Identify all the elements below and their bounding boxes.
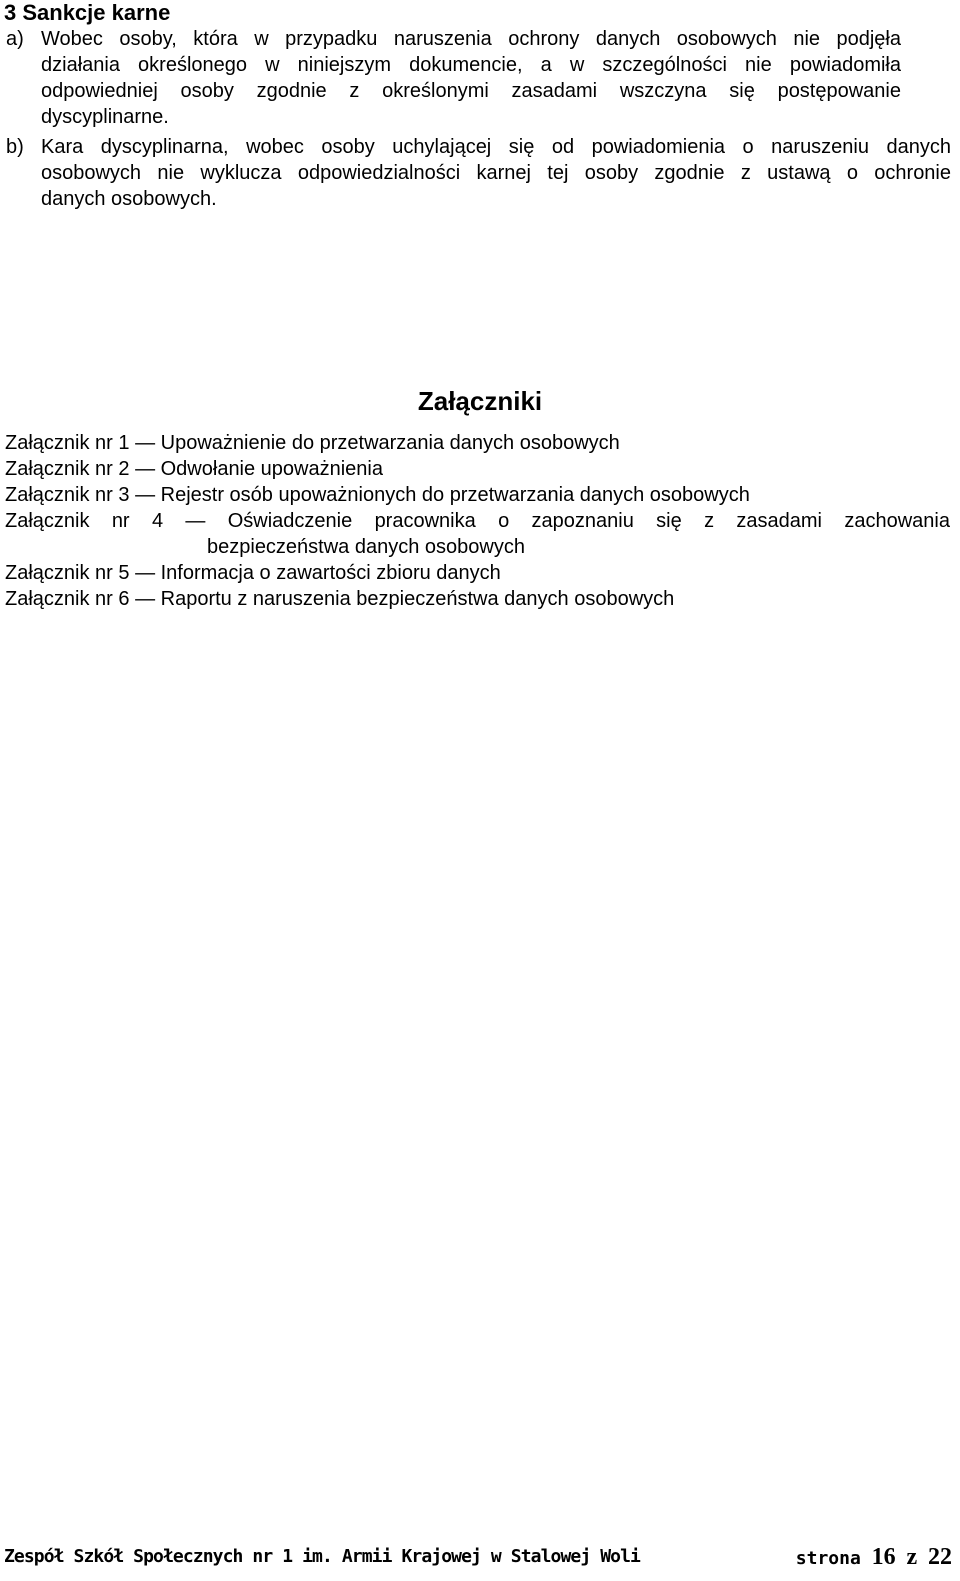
attachment-description-word: zapoznaniu	[531, 510, 634, 532]
attachment-description-continuation: bezpieczeństwa danych osobowych	[207, 536, 525, 558]
attachment-dash: —	[135, 562, 161, 584]
sanction-item-a	[6, 26, 901, 130]
item-line: działania określonego w niniejszym dokumencie, a w szczególności nie powiadomiła	[41, 54, 901, 76]
item-line: danych osobowych.	[41, 188, 217, 210]
attachment-number-word: 4	[151, 510, 164, 532]
attachment-dash: —	[135, 432, 161, 454]
footer-page-current: 16	[871, 1544, 896, 1570]
attachment-item	[5, 560, 950, 586]
attachment-number-word: Załącznik	[5, 510, 90, 532]
attachment-dash: —	[135, 588, 161, 610]
attachment-description-word: pracownika	[374, 510, 476, 532]
item-line: osobowych nie wyklucza odpowiedzialności karnej tej osoby zgodnie z ustawą o ochronie	[41, 162, 951, 184]
attachment-number: Załącznik nr 1	[5, 432, 130, 454]
attachment-item	[5, 482, 950, 508]
item-line: dyscyplinarne.	[41, 106, 169, 128]
attachment-description-word: zachowania	[844, 510, 950, 532]
attachment-number: Załącznik nr 3	[5, 484, 130, 506]
sanction-item-b	[6, 134, 951, 212]
attachment-dash: —	[135, 484, 161, 506]
footer-page-separator: z	[906, 1544, 918, 1570]
footer-page-number	[796, 1543, 952, 1573]
attachment-description: Odwołanie upoważnienia	[160, 458, 383, 480]
attachment-item-continuation	[5, 534, 950, 560]
attachment-description-word: Oświadczenie	[227, 510, 353, 532]
attachment-dash: —	[135, 458, 161, 480]
item-marker: a)	[6, 28, 24, 50]
attachment-description: Informacja o zawartości zbioru danych	[160, 562, 501, 584]
item-marker: b)	[6, 136, 24, 158]
attachment-description-word: o	[498, 510, 510, 532]
attachment-number: Załącznik nr 6	[5, 588, 130, 610]
footer-page-total: 22	[928, 1544, 952, 1570]
attachment-description: Raportu z naruszenia bezpieczeństwa danych osobowych	[160, 588, 675, 610]
item-line: Wobec osoby, która w przypadku naruszenia ochrony danych osobowych nie podjęła	[41, 28, 901, 50]
footer-school-name: Zespół Szkół Społecznych nr 1 im. Armii Krajowej w Stalowej Woli	[4, 1546, 640, 1567]
attachments-list	[5, 430, 950, 612]
attachment-item	[5, 508, 950, 534]
attachment-item	[5, 430, 950, 456]
item-line: Kara dyscyplinarna, wobec osoby uchylającej się od powiadomienia o naruszeniu danych	[41, 136, 951, 158]
attachment-item	[5, 456, 950, 482]
attachment-description-word: z	[704, 510, 715, 532]
item-line: odpowiedniej osoby zgodnie z określonymi zasadami wszczyna się postępowanie	[41, 80, 901, 102]
attachment-description: Upoważnienie do przetwarzania danych osobowych	[160, 432, 620, 454]
section-title: 3 Sankcje karne	[4, 0, 171, 25]
attachment-number-word: nr	[111, 510, 130, 532]
attachment-number: Załącznik nr 2	[5, 458, 130, 480]
attachment-description-word: się	[656, 510, 682, 532]
attachment-number: Załącznik nr 5	[5, 562, 130, 584]
attachments-heading: Załączniki	[417, 386, 543, 416]
attachment-dash: —	[185, 510, 206, 532]
attachment-description: Rejestr osób upoważnionych do przetwarzania danych osobowych	[160, 484, 750, 506]
attachment-description-word: zasadami	[736, 510, 822, 532]
attachment-item	[5, 586, 950, 612]
footer-page-label: strona	[795, 1548, 861, 1569]
